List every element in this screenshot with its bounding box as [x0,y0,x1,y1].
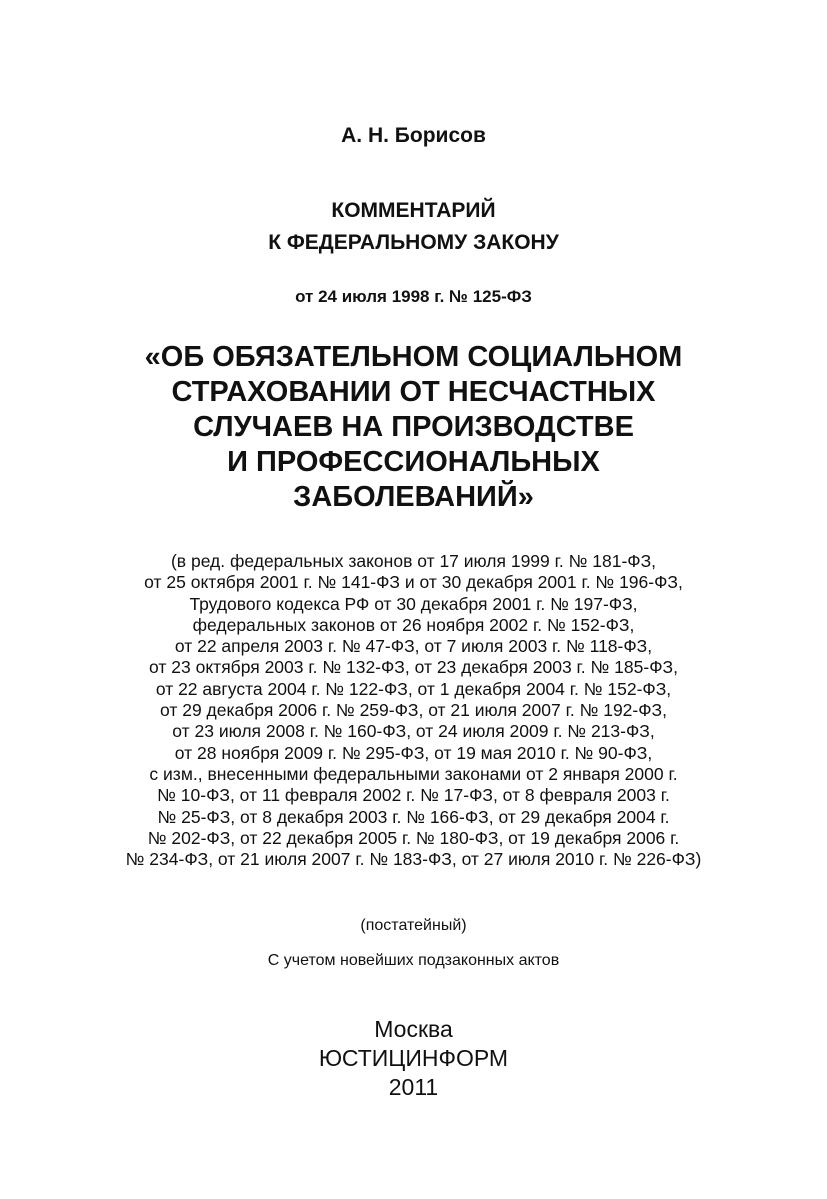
law-name [0,340,827,515]
imprint-city: Москва [374,1016,453,1042]
revision-line: № 10-ФЗ, от 11 февраля 2002 г. № 17-ФЗ, от 8 февраля 2003 г. [157,785,670,806]
imprint-year: 2011 [388,1074,439,1100]
law-name-line: «ОБ ОБЯЗАТЕЛЬНОМ СОЦИАЛЬНОМ [144,341,683,373]
imprint-publisher: ЮСТИЦИНФОРМ [318,1045,509,1071]
revision-line: № 234-ФЗ, от 21 июля 2007 г. № 183-ФЗ, от 27 июля 2010 г. № 226-ФЗ) [125,849,702,870]
revision-line: от 28 ноября 2009 г. № 295-ФЗ, от 19 мая 2010 г. № 90-ФЗ, [174,742,653,763]
comment-title [0,195,827,259]
law-name-line: И ПРОФЕССИОНАЛЬНЫХ [227,446,600,478]
commentary-kind: (постатейный) [360,917,467,934]
law-name-line: СТРАХОВАНИИ ОТ НЕСЧАСТНЫХ [171,376,656,408]
law-name-line: ЗАБОЛЕВАНИЙ» [293,481,534,513]
law-date: от 24 июля 1998 г. № 125-ФЗ [295,287,532,306]
imprint [0,1015,827,1102]
revision-line: от 22 августа 2004 г. № 122-ФЗ, от 1 декабря 2004 г. № 152-ФЗ, [155,678,672,699]
law-name-line: СЛУЧАЕВ НА ПРОИЗВОДСТВЕ [193,411,634,443]
comment-title-line: К ФЕДЕРАЛЬНОМУ ЗАКОНУ [268,231,559,254]
revision-line: № 202-ФЗ, от 22 декабря 2005 г. № 180-ФЗ, от 19 декабря 2006 г. [147,827,680,848]
revision-line: от 23 октября 2003 г. № 132-ФЗ, от 23 декабря 2003 г. № 185-ФЗ, [149,657,678,678]
revision-line: Трудового кодекса РФ от 30 декабря 2001 г. № 197-ФЗ, [189,593,638,614]
revision-line: от 25 октября 2001 г. № 141-ФЗ и от 30 декабря 2001 г. № 196-ФЗ, [144,572,683,593]
revision-line: (в ред. федеральных законов от 17 июля 1999 г. № 181-ФЗ, [170,551,657,571]
revisions-list [0,551,827,870]
revision-line: с изм., внесенными федеральными законами от 2 января 2000 г. [149,763,678,784]
revision-line: от 22 апреля 2003 г. № 47-ФЗ, от 7 июля 2003 г. № 118-ФЗ, [174,636,653,657]
revision-line: № 25-ФЗ, от 8 декабря 2003 г. № 166-ФЗ, от 29 декабря 2004 г. [157,806,670,827]
revision-line: федеральных законов от 26 ноября 2002 г. № 152-ФЗ, [192,614,635,635]
author-name: А. Н. Борисов [341,124,486,147]
subtitle-note: С учетом новейших подзаконных актов [267,952,560,969]
comment-title-line: КОММЕНТАРИЙ [331,199,496,222]
revision-line: от 23 июля 2008 г. № 160-ФЗ, от 24 июля 2009 г. № 213-ФЗ, [172,721,655,742]
revision-line: от 29 декабря 2006 г. № 259-ФЗ, от 21 июля 2007 г. № 192-ФЗ, [160,700,667,721]
